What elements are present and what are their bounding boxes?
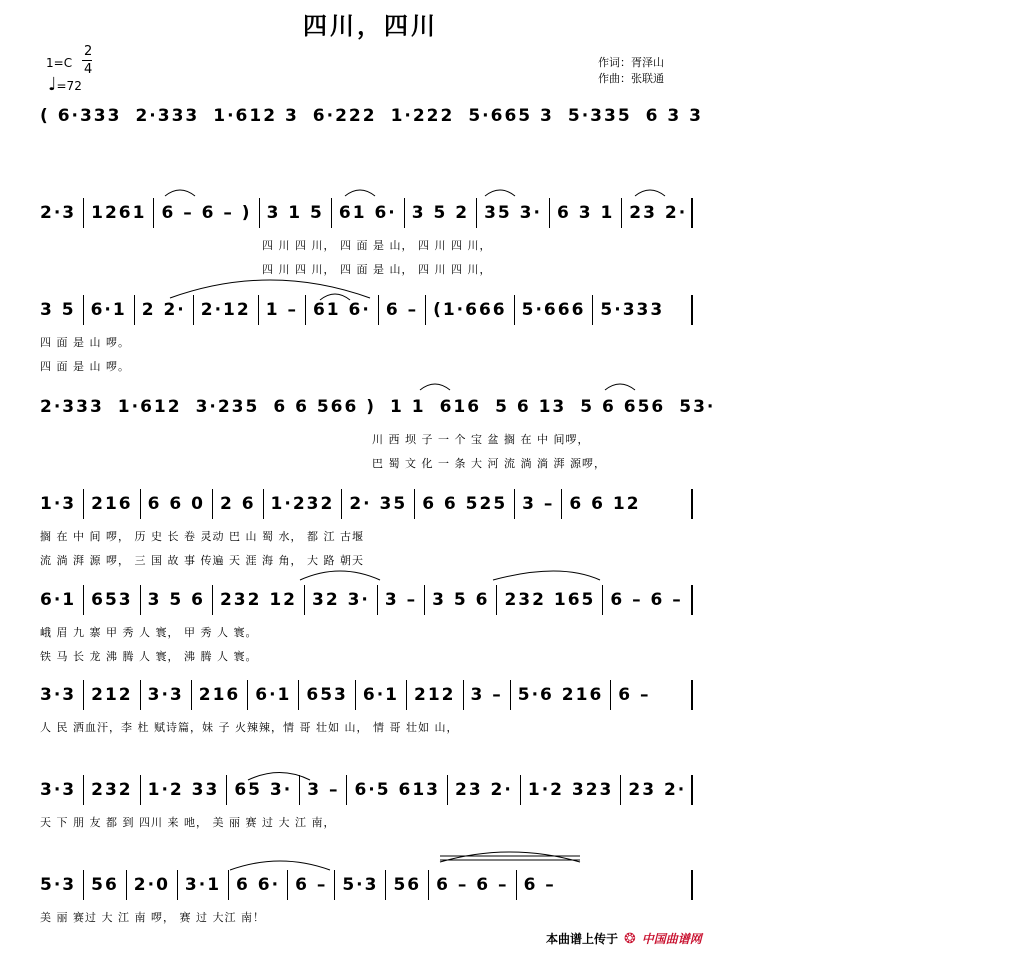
bar-line <box>691 870 693 900</box>
measure-notes: 35 3· <box>484 203 542 223</box>
bar-line <box>83 198 84 228</box>
bar-line <box>83 775 84 805</box>
bar-line <box>428 870 429 900</box>
measure-notes: 3 – <box>307 780 340 800</box>
measure-notes: 3·3 <box>40 780 77 800</box>
bar-line <box>299 775 300 805</box>
measure-notes: 61 6· <box>312 300 371 320</box>
tempo-marking <box>48 76 82 94</box>
measure-notes: 653 <box>91 590 133 610</box>
measure-notes: 23 2· <box>454 780 513 800</box>
bar-line <box>298 680 299 710</box>
measure-notes: 6·1 <box>40 590 77 610</box>
lyric-line: 四 川 四 川， 四 面 是 山， 四 川 四 川， <box>262 239 492 252</box>
bar-line <box>404 198 405 228</box>
bar-line <box>346 775 347 805</box>
measure-notes: 2 2· <box>141 300 186 320</box>
bar-line <box>304 585 305 615</box>
bar-line <box>510 680 511 710</box>
measure-notes: 3·235 <box>195 397 260 417</box>
measure-notes: 5·335 <box>567 106 632 126</box>
bar-line <box>425 295 426 325</box>
measure-notes: 6 – 6 – <box>610 590 683 610</box>
lyric-line: 人 民 洒血汗，李 杜 赋诗篇，妹 子 火辣辣，情 哥 壮如 山， 情 哥 壮如 山， <box>40 721 459 734</box>
measure-notes: 3 – <box>470 685 503 705</box>
bar-line <box>305 295 306 325</box>
measure-notes: 23 2· <box>628 780 687 800</box>
bar-line <box>263 489 264 519</box>
measure-notes: 6 6 0 <box>147 494 205 514</box>
measure-notes: 6 – <box>523 875 556 895</box>
lyric-line: 搁 在 中 间 啰， 历 史 长 卷 灵动 巴 山 蜀 水， 都 江 古堰 <box>40 530 364 543</box>
measure-notes: 216 <box>91 494 133 514</box>
measure-notes: 653 <box>306 685 348 705</box>
measure-notes: 6 3 3 <box>645 106 703 126</box>
bar-line <box>691 585 693 615</box>
quarter-note-icon: ♩ <box>48 74 57 95</box>
measure-notes: 1261 <box>91 203 147 223</box>
measure-notes: 212 <box>91 685 133 705</box>
measure-notes: 1 1 <box>390 397 426 417</box>
composer-credit: 作曲：张联通 <box>598 72 664 85</box>
lyric-line: 峨 眉 九 寨 甲 秀 人 寰， 甲 秀 人 寰。 <box>40 626 258 639</box>
measure-notes: 1·612 <box>117 397 182 417</box>
measure-notes: 6 3 1 <box>556 203 615 223</box>
measure-notes: 23 2· <box>629 203 688 223</box>
bar-line <box>514 489 515 519</box>
measure-notes: 3 5 <box>40 300 76 320</box>
score-line <box>40 96 703 136</box>
lyric-line: 天 下 朋 友 都 到 四川 来 吔， 美 丽 赛 过 大 江 南， <box>40 816 336 829</box>
time-signature-bottom: 4 <box>84 62 93 77</box>
lyric-line: 巴 蜀 文 化 一 条 大 河 流 淌 淌 湃 源啰， <box>372 457 606 470</box>
measure-notes: 1·2 33 <box>147 780 220 800</box>
score-line <box>40 290 700 330</box>
upload-note: 本曲谱上传于 <box>546 932 619 946</box>
bar-line <box>414 489 415 519</box>
measure-notes: 2· 35 <box>349 494 408 514</box>
tempo-value: =72 <box>56 79 82 93</box>
measure-notes: 56 <box>393 875 422 895</box>
bar-line <box>406 680 407 710</box>
bar-line <box>83 295 84 325</box>
bar-line <box>83 680 84 710</box>
time-signature-top: 2 <box>84 44 93 59</box>
measure-notes: 6 – 6 – ) <box>161 203 252 223</box>
measure-notes: 6 6 566 ) <box>273 397 377 417</box>
measure-notes: 5·665 3 <box>468 106 554 126</box>
score-line <box>40 580 700 620</box>
lyric-line: 四 面 是 山 啰。 <box>40 360 130 373</box>
bar-line <box>561 489 562 519</box>
measure-notes: 3 5 6 <box>147 590 205 610</box>
slur-mark <box>493 571 600 580</box>
bar-line <box>83 870 84 900</box>
bar-line <box>691 198 693 228</box>
measure-notes: 5·3 <box>342 875 379 895</box>
bar-line <box>496 585 497 615</box>
measure-notes: 6·222 <box>312 106 377 126</box>
bar-line <box>476 198 477 228</box>
song-title: 四川，四川 <box>303 12 438 40</box>
measure-notes: 6·1 <box>90 300 127 320</box>
measure-notes: 2·0 <box>133 875 170 895</box>
site-logo-text: 中国曲谱网 <box>641 932 702 946</box>
bar-line <box>610 680 611 710</box>
measure-notes: 1·612 3 <box>213 106 299 126</box>
measure-notes: 1·222 <box>390 106 455 126</box>
measure-notes: 3·1 <box>184 875 222 895</box>
measure-notes: 3·3 <box>40 685 77 705</box>
measure-notes: 6 – 6 – <box>436 875 509 895</box>
bar-line <box>83 489 84 519</box>
bar-line <box>226 775 227 805</box>
measure-notes: 5·3 <box>40 875 77 895</box>
score-line <box>40 770 700 810</box>
measure-notes: 3 – <box>384 590 418 610</box>
key-signature: 1=C <box>46 56 73 70</box>
bar-line <box>621 198 622 228</box>
bar-line <box>691 489 693 519</box>
measure-notes: 1 – <box>265 300 298 320</box>
measure-notes: 6·5 613 <box>354 780 440 800</box>
measure-notes: 3 5 6 <box>432 590 490 610</box>
measure-notes: ( 6·333 <box>40 106 122 126</box>
measure-notes: 212 <box>414 685 456 705</box>
bar-line <box>514 295 515 325</box>
measure-notes: 616 <box>439 397 482 417</box>
measure-notes: 2·3 <box>40 203 77 223</box>
bar-line <box>140 680 141 710</box>
site-logo-icon: ❂ <box>624 930 636 947</box>
lyric-line: 铁 马 长 龙 沸 腾 人 寰， 沸 腾 人 寰。 <box>40 650 258 663</box>
measure-notes: 5·666 <box>521 300 586 320</box>
measure-notes: 3 5 2 <box>411 203 470 223</box>
measure-notes: 5 6 656 <box>580 397 666 417</box>
score-line <box>40 484 700 524</box>
score-line <box>40 865 700 905</box>
bar-line <box>378 295 379 325</box>
lyric-line: 四 面 是 山 啰。 <box>40 336 130 349</box>
measure-notes: 6 6 12 <box>569 494 641 514</box>
bar-line <box>520 775 521 805</box>
bar-line <box>516 870 517 900</box>
measure-notes: 3 1 5 <box>266 203 324 223</box>
measure-notes: 5·333 <box>600 300 665 320</box>
bar-line <box>247 680 248 710</box>
measure-notes: 5 6 13 <box>495 397 567 417</box>
lyric-line: 四 川 四 川， 四 面 是 山， 四 川 四 川， <box>262 263 492 276</box>
bar-line <box>212 489 213 519</box>
bar-line <box>602 585 603 615</box>
bar-line <box>177 870 178 900</box>
measure-notes: 56 <box>91 875 119 895</box>
lyricist-credit: 作词：胥泽山 <box>598 56 664 69</box>
measure-notes: 32 3· <box>312 590 370 610</box>
measure-notes: 2 6 <box>219 494 256 514</box>
lyric-line: 美 丽 赛过 大 江 南 啰， 赛 过 大江 南！ <box>40 911 265 924</box>
measure-notes: 61 6· <box>338 203 397 223</box>
measure-notes: 1·2 323 <box>527 780 614 800</box>
bar-line <box>424 585 425 615</box>
bar-line <box>620 775 621 805</box>
measure-notes: 232 12 <box>219 590 298 610</box>
slur-mark <box>440 852 580 862</box>
bar-line <box>140 489 141 519</box>
measure-notes: 5·6 216 <box>517 685 604 705</box>
bar-line <box>691 295 693 325</box>
bar-line <box>140 585 141 615</box>
bar-line <box>341 489 342 519</box>
measure-notes: 3 – <box>522 494 555 514</box>
bar-line <box>83 585 84 615</box>
bar-line <box>691 775 693 805</box>
measure-notes: 6·1 <box>255 685 292 705</box>
footer <box>546 930 702 947</box>
measure-notes: (1·666 <box>433 300 507 320</box>
bar-line <box>355 680 356 710</box>
bar-line <box>193 295 194 325</box>
measure-notes: 2·12 <box>200 300 251 320</box>
bar-line <box>377 585 378 615</box>
measure-notes: 6 6 525 <box>422 494 508 514</box>
lyric-line: 川 西 坝 子 一 个 宝 盆 搁 在 中 间啰， <box>372 433 590 446</box>
measure-notes: 2·333 <box>135 106 200 126</box>
bar-line <box>331 198 332 228</box>
measure-notes: 6 – <box>385 300 419 320</box>
bar-line <box>126 870 127 900</box>
bar-line <box>549 198 550 228</box>
bar-line <box>334 870 335 900</box>
measure-notes: 6 6· <box>236 875 281 895</box>
slur-mark <box>300 571 380 580</box>
score-line <box>40 193 700 233</box>
bar-line <box>153 198 154 228</box>
bar-line <box>463 680 464 710</box>
measure-notes: 6·1 <box>362 685 399 705</box>
lyric-line: 流 淌 湃 源 啰， 三 国 故 事 传遍 天 涯 海 角， 大 路 朝天 <box>40 554 364 567</box>
measure-notes: 216 <box>198 685 241 705</box>
bar-line <box>259 198 260 228</box>
measure-notes: 53· <box>679 397 716 417</box>
score-line <box>40 675 700 715</box>
bar-line <box>447 775 448 805</box>
measure-notes: 2·333 <box>40 397 104 417</box>
bar-line <box>258 295 259 325</box>
score-line <box>40 387 716 427</box>
bar-line <box>140 775 141 805</box>
bar-line <box>287 870 288 900</box>
bar-line <box>212 585 213 615</box>
time-signature-divider <box>82 60 92 61</box>
bar-line <box>592 295 593 325</box>
bar-line <box>691 680 693 710</box>
measure-notes: 65 3· <box>234 780 293 800</box>
bar-line <box>191 680 192 710</box>
bar-line <box>134 295 135 325</box>
bar-line <box>228 870 229 900</box>
measure-notes: 3·3 <box>147 685 184 705</box>
bar-line <box>385 870 386 900</box>
measure-notes: 6 – <box>295 875 328 895</box>
measure-notes: 232 <box>91 780 133 800</box>
measure-notes: 1·3 <box>40 494 77 514</box>
measure-notes: 6 – <box>618 685 651 705</box>
measure-notes: 232 165 <box>504 590 596 610</box>
measure-notes: 1·232 <box>270 494 335 514</box>
